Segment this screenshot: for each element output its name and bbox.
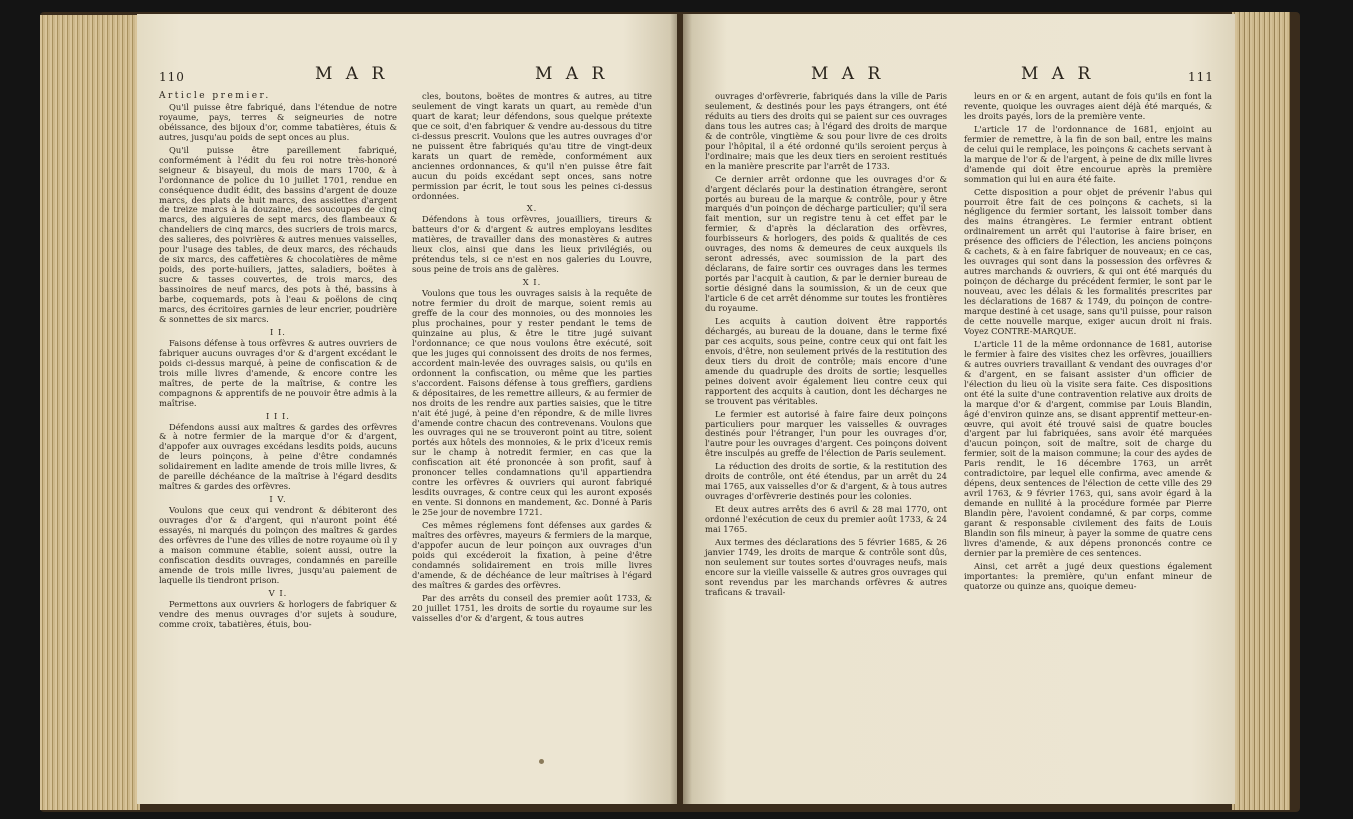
paragraph: Qu'il puisse être fabriqué, dans l'étendue de notre royaume, pays, terres & seigneuries de notre obéissance, des bijoux d'or, comme tabatières, étuis & autres, jusqu'au poids de sept onces au plus. xyxy=(159,101,397,142)
paragraph: Défendons aussi aux maîtres & gardes des orfèvres & à notre fermier de la marque d'or & d'argent, d'appofer aux ouvrages excédans lesdits poids, aucuns de leurs poinçons, à peine d'être condamnés solidairement en ladite amende de trois mille livres, & de pareille déchéance de la maîtrise à l'égard desdits maîtres & gardes des orfèvres. xyxy=(159,421,397,492)
article-heading: Article premier. xyxy=(159,91,271,101)
paragraph: Voulons que ceux qui vendront & débiteront des ouvrages d'or & d'argent, qui n'auront point été essayés, ni marqués du poinçon des maîtres & gardes des orfèvres de l'une des villes de notre royaume où il y a maison commune établie, soient aussi, outre la confiscation desdits ouvrages, condamnés en pareille amende de trois mille livres, jusqu'au paiement de laquelle ils tiendront prison. xyxy=(159,505,397,585)
page-number-left: 110 xyxy=(159,70,185,84)
paragraph: Ainsi, cet arrêt a jugé deux questions également importantes: la première, qu'un enfant mineur de quatorze ou quinze ans, quoique demeu- xyxy=(964,560,1212,591)
paragraph: Faisons défense à tous orfèvres & autres ouvriers de fabriquer aucuns ouvrages d'or & d'argent excédant le poids ci-dessus marqué, à peine de confiscation & de trois mille livres d'amende, & encore contre les maîtres, de perte de la maîtrise, & contre les compagnons & apprentifs de ne pouvoir être admis à la maîtrise. xyxy=(159,337,397,408)
left-column-1 xyxy=(159,92,397,633)
left-page xyxy=(137,14,677,804)
paragraph: Cette disposition a pour objet de prévenir l'abus qui pourroit être fait de ces poinçons & cachets, si la négligence du fermier sortant, les laissoit tomber dans des mains étrangères. Le fermier entrant obtient ordinairement un arrêt qui l'autorise à faire briser, en présence des officiers de l'élection, les anciens poinçons & cachets, & à en faire fabriquer de nouveaux; en ce cas, les ouvrages qui sont dans la possession des orfèvres & autres marchands & ouvriers, & qui ont été marqués du poinçon de décharge du précédent fermier, le sont par le nouveau, avec les délais & les formalités prescrites par les déclarations de 1687 & 1749, du poinçon de contre-marque destiné à cet usage, sans qu'il puisse, pour raison de cette nouvelle marque, exiger aucun droit ni frais. Voyez CONTRE-MARQUE. xyxy=(964,186,1212,336)
paragraph: ouvrages d'orfèvrerie, fabriqués dans la ville de Paris seulement, & destinés pour les pays étrangers, ont été réduits au tiers des droits qui se paient sur ces ouvrages dans tous les autres cas; à l'égard des droits de marque & de contrôle, vingtième & sou pour livre de ces droits pour l'hôpital, il a été ordonné qu'ils seroient perçus à l'ordinaire; mais que les deux tiers en seroient restitués en la manière prescrite par l'arrêt de 1733. xyxy=(705,91,947,171)
paragraph: Ce dernier arrêt ordonne que les ouvrages d'or & d'argent déclarés pour la destination étrangère, seront portés au bureau de la marque & contrôle, pour y être marqués d'un poinçon de décharge particulier; qu'il sera fait mention, sur un registre tenu à cet effet par le fermier, & d'après la déclaration des orfèvres, fourbisseurs & horlogers, des poids & qualités de ces ouvrages, des noms & demeures de ceux auxquels ils seront adressés, avec soumission de la part des déclarans, de faire sortir ces ouvrages dans les termes portés par l'acquit à caution, & par le dernier bureau de sortie désigné dans la soumission, & un de ceux que l'article 6 de cet arrêt dénomme sur toutes les frontières du royaume. xyxy=(705,173,947,314)
paragraph: cles, boutons, boëtes de montres & autres, au titre seulement de vingt karats un quart, au remède d'un quart de karat; leur défendons, sous quelque prétexte que ce soit, d'en fabriquer & vendre au-dessous du titre ci-dessus prescrit. Voulons que les autres ouvrages d'or ne puissent être fabriqués qu'au titre de vingt-deux karats un quart de remède, conformément aux anciennes ordonnances, & qu'il n'en puisse être fait aucun du poids excédant sept onces, sans notre permission par écrit, le tout sous les peines ci-dessus ordonnées. xyxy=(412,91,652,201)
running-head-left-b: M A R xyxy=(535,64,609,84)
right-page xyxy=(683,14,1235,804)
paragraph: Permettons aux ouvriers & horlogers de fabriquer & vendre des menus ouvrages d'or sujets à soudure, comme croix, tabatières, étuis, bou- xyxy=(159,598,397,629)
paragraph: L'article 17 de l'ordonnance de 1681, enjoint au fermier de remettre, à la fin de son bail, entre les mains de celui qui le remplace, les poinçons & cachets servant à la marque de l'or & de l'argent, à peine de dix mille livres d'amende qui doit être encourue après la première sommation qui lui en aura été faite. xyxy=(964,123,1212,184)
paragraph: Le fermier est autorisé à faire faire deux poinçons particuliers pour marquer les vaisselles & ouvrages destinés pour l'étranger, l'un pour les ouvrages d'or, l'autre pour les ouvrages d'argent. Ces poinçons doivent être insculpés au greffe de l'élection de Paris seulement. xyxy=(705,408,947,459)
section-number: I I. xyxy=(270,326,286,337)
paragraph: leurs en or & en argent, autant de fois qu'ils en font la revente, quoique les ouvrages aient déjà été marqués, & les droits payés, lors de la première vente. xyxy=(964,91,1212,121)
paragraph: Défendons à tous orfèvres, jouailliers, tireurs & batteurs d'or & d'argent & autres employans lesdites matières, de travailler dans des monastères & autres lieux clos, ainsi que dans les lieux privilégiés, ou prétendus tels, si ce n'est en nos galeries du Louvre, sous peine de trois ans de galères. xyxy=(412,214,652,275)
book-gutter xyxy=(670,14,692,804)
section-number: X I. xyxy=(522,277,542,288)
section-number: X. xyxy=(526,203,538,214)
right-column-2 xyxy=(964,92,1212,595)
paragraph: Aux termes des déclarations des 5 février 1685, & 26 janvier 1749, les droits de marque & contrôle sont dûs, non seulement sur toutes sortes d'ouvrages neufs, mais encore sur la vieille vaisselle & autres gros ouvrages qui sont revendus par les marchands orfèvres & autres traficans & travail- xyxy=(705,536,947,597)
section-number: I I I. xyxy=(266,410,290,421)
right-column-1 xyxy=(705,92,947,601)
left-column-2 xyxy=(412,92,652,627)
paragraph: Ces mêmes réglemens font défenses aux gardes & maîtres des orfèvres, mayeurs & fermiers de la marque, d'appofer aucun de leur poinçon aux ouvrages d'un poids qui excéderoit la fixation, à peine d'être condamnés solidairement en trois mille livres d'amende, & de déchéance de leur maîtrises à l'égard des maîtres & gardes des orfèvres. xyxy=(412,520,652,590)
paragraph: Les acquits à caution doivent être rapportés déchargés, au bureau de la douane, dans le terme fixé par ces acquits, sous peine, contre ceux qui ont fait les envois, d'être, non seulement privés de la restitution des deux tiers du droit de contrôle; mais encore d'une amende du quadruple des droits de sortie; lesquelles peines doivent avoir également lieu contre ceux qui rapportent des acquits à caution, dont les décharges ne se trouvent pas véritables. xyxy=(705,315,947,406)
left-page-edges xyxy=(40,15,140,810)
paragraph: Et deux autres arrêts des 6 avril & 28 mai 1770, ont ordonné l'exécution de ceux du premier août 1733, & 24 mai 1765. xyxy=(705,504,947,535)
section-number: V I. xyxy=(268,587,288,598)
ink-stain xyxy=(539,759,544,764)
running-head-right-a: M A R xyxy=(811,64,885,84)
paragraph: Qu'il puisse être pareillement fabriqué, conformément à l'édit du feu roi notre très-honoré seigneur & bisayeul, du mois de mars 1700, & à l'ordonnance de police du 10 juillet 1701, rendue en conséquence dudit édit, des bassins d'argent de douze marcs, des plats de huit marcs, des assiettes d'argent de treize marcs à la douzaine, des soucoupes de cinq marcs, des aiguieres de sept marcs, des flambeaux & chandeliers de cinq marcs, des sucriers de trois marcs, des salieres, des poivrières & autres menues vaisselles, pour l'usage des tables, de deux marcs, des réchauds de six marcs, des caffetières & chocolatières de même poids, des porte-huiliers, jattes, saladiers, boëtes à sucre & tasses couvertes, de trois marcs, des bassinoires de neuf marcs, des pots à thé, bassins à barbe, coquemards, pots à l'eau & poëlons de cinq marcs, des écritoires garnies de leur encrier, poudrière & sonnettes de six marcs. xyxy=(159,144,397,324)
page-number-right: 111 xyxy=(1188,70,1214,84)
section-number: I V. xyxy=(269,494,287,505)
running-head-right-b: M A R xyxy=(1021,64,1095,84)
running-head-left-a: M A R xyxy=(315,64,389,84)
paragraph: La réduction des droits de sortie, & la restitution des droits de contrôle, ont été étendus, par un arrêt du 24 mai 1765, aux vaisselles d'or & d'argent, & à tous autres ouvrages d'orfèvrerie destinés pour les colonies. xyxy=(705,461,948,502)
paragraph: Par des arrêts du conseil des premier août 1733, & 20 juillet 1751, les droits de sortie du royaume sur les vaisselles d'or & d'argent, & tous autres xyxy=(412,592,652,623)
right-page-edges xyxy=(1232,12,1290,810)
paragraph: L'article 11 de la même ordonnance de 1681, autorise le fermier à faire des visites chez les orfèvres, jouailliers & autres ouvriers travaillant & vendant des ouvrages d'or & d'argent, en se faisant assister d'un officier de l'élection du lieu où la visite sera faite. Ces dispositions ont été la suite d'une contravention relative aux droits de la marque d'or & d'argent, commise par Louis Blandin, âgé d'environ quinze ans, se disant apprentif metteur-en-œuvre, qui avoit été trouvé saisi de quatre boucles d'argent par lui fabriquées, sans avoir été marquées d'aucun poinçon, soit de maître, soit de charge du fermier, soit de la maison commune; la cour des aydes de Paris rendit, le 16 décembre 1763, un arrêt contradictoire, par lequel elle confirma, avec amende & dépens, deux sentences de l'élection de cette ville des 29 avril 1763, & 9 février 1763, qui, sans avoir égard à la demande en nullité à la procédure formée par Pierre Blandin père, l'avoient condamné, & par corps, comme garant & responsable civilement des faits de Louis Blandin son fils mineur, à payer la somme de quatre cens livres d'amende, & aux dépens prononcés contre ce dernier par la première de ces sentences. xyxy=(964,338,1212,558)
paragraph: Voulons que tous les ouvrages saisis à la requête de notre fermier du droit de marque, soient remis au greffe de la cour des monnoies, ou des monnoies les plus prochaines, pour y rester pendant le tems de quinzaine au plus, & être le titre jugé suivant l'ordonnance; ce que nous voulons être exécuté, soit que les juges qui connoissent des droits de nos fermes, accordent main-levée des ouvrages saisis, ou qu'ils en ordonnent la confiscation, ou même que les parties s'accordent. Faisons défense à tous greffiers, gardiens & dépositaires, de les remettre ailleurs, & au fermier de nos droits de les rendre aux parties saisies, que le titre n'ait été jugé, à peine d'en répondre, & de mille livres d'amende contre chacun des contrevenans. Voulons que les ouvrages qui ne se trouveront point au titre, soient portés aux hôtels des monnoies, & le prix d'iceux remis sur le champ à notredit fermier, en cas que la confiscation ait été prononcée à son profit, sauf à prononcer telles condamnations qu'il appartiendra contre les orfèvres & ouvriers qui auront fabriqué lesdits ouvrages, & contre ceux qui les auront exposés en vente. Si donnons en mandement, &c. Donné à Paris le 25e jour de novembre 1721. xyxy=(412,288,653,518)
